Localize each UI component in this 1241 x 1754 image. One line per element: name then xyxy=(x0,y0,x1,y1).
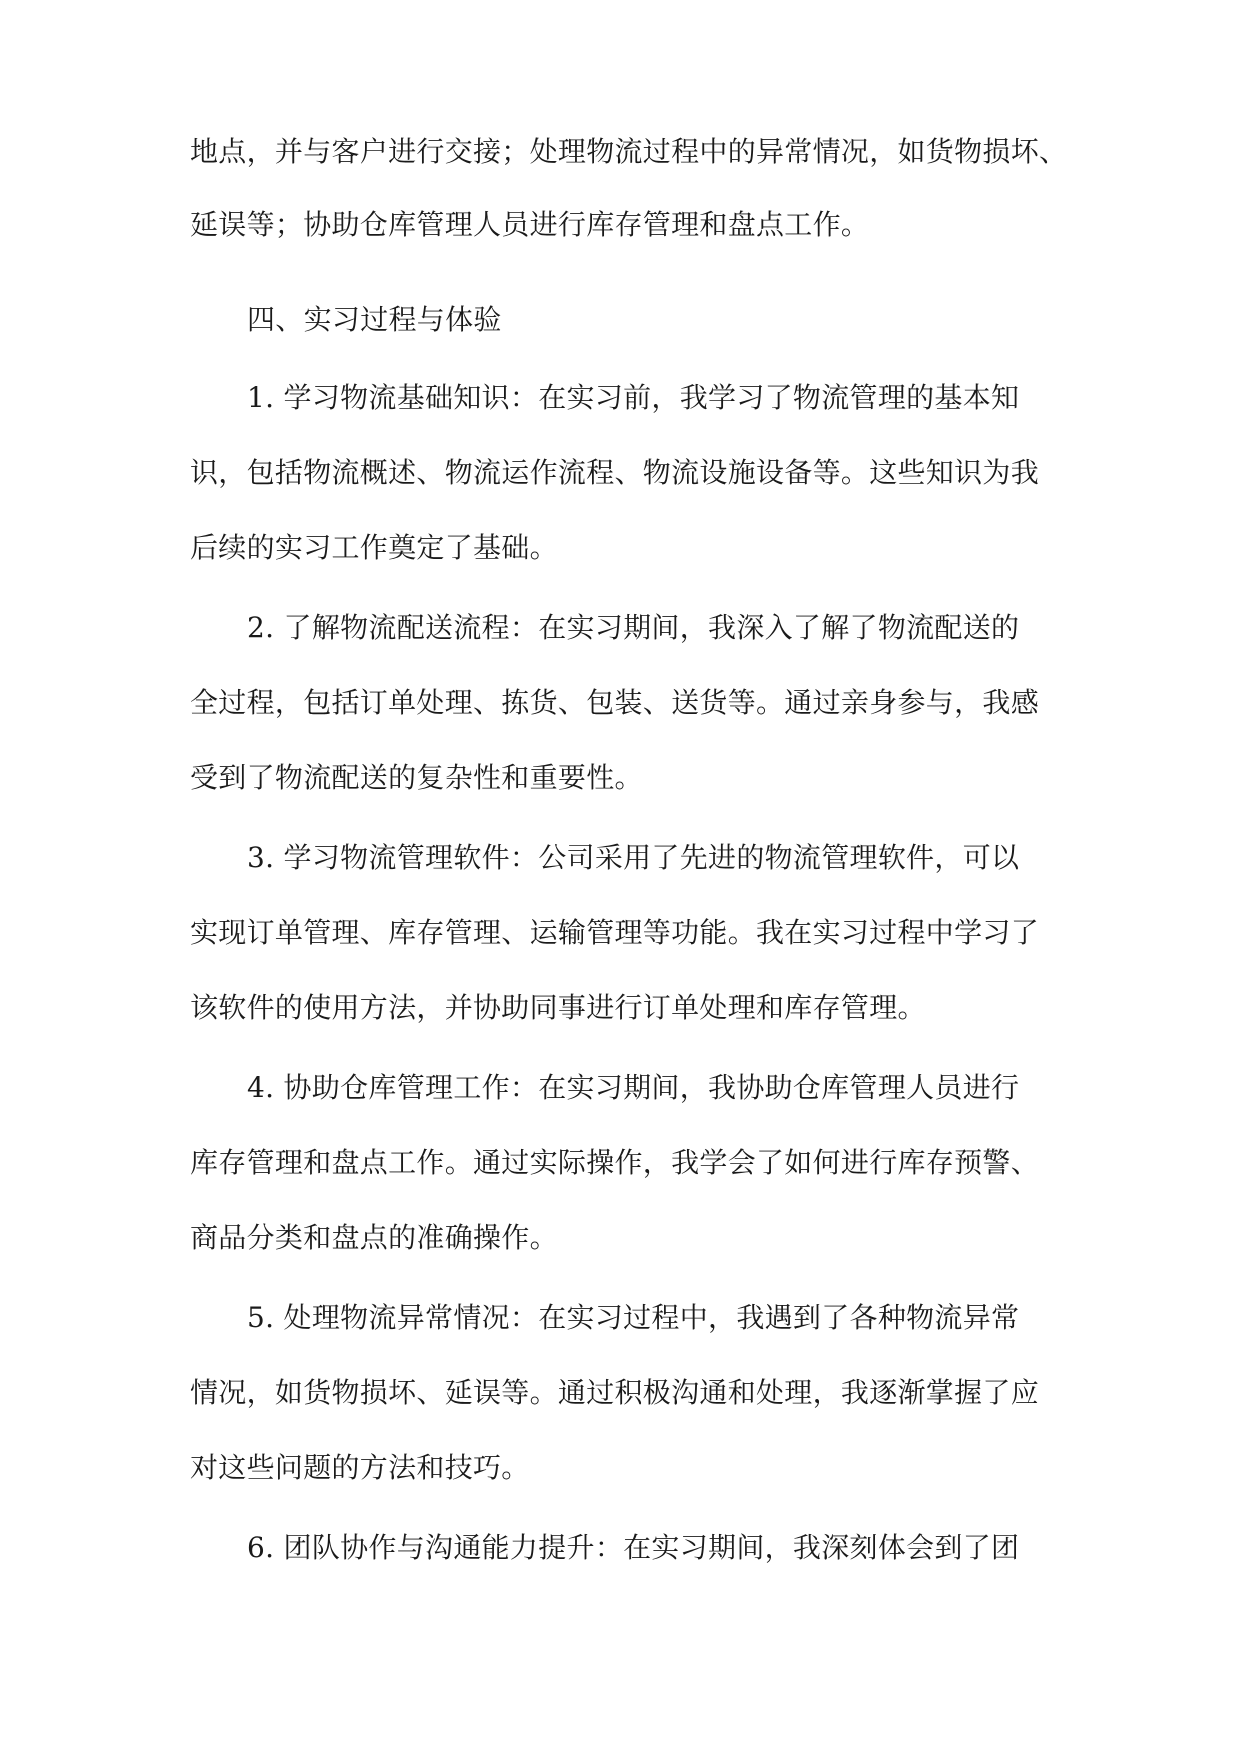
list-item-2-line: 受到了物流配送的复杂性和重要性。 xyxy=(190,761,643,794)
list-item-5-line: 情况，如货物损坏、延误等。通过积极沟通和处理，我逐渐掌握了应 xyxy=(190,1376,1040,1409)
list-item-3-line: 该软件的使用方法，并协助同事进行订单处理和库存管理。 xyxy=(190,991,926,1024)
section-heading: 四、实习过程与体验 xyxy=(247,303,502,336)
paragraph-line: 延误等；协助仓库管理人员进行库存管理和盘点工作。 xyxy=(190,208,870,241)
list-item-1-line: 识，包括物流概述、物流运作流程、物流设施设备等。这些知识为我 xyxy=(190,456,1040,489)
list-item-4-line: 4. 协助仓库管理工作：在实习期间，我协助仓库管理人员进行 xyxy=(247,1071,1020,1104)
list-item-1-line: 后续的实习工作奠定了基础。 xyxy=(190,531,558,564)
list-item-6-line: 6. 团队协作与沟通能力提升：在实习期间，我深刻体会到了团 xyxy=(247,1531,1020,1564)
list-item-2-line: 2. 了解物流配送流程：在实习期间，我深入了解了物流配送的 xyxy=(247,611,1020,644)
list-item-5-line: 5. 处理物流异常情况：在实习过程中，我遇到了各种物流异常 xyxy=(247,1301,1020,1334)
list-item-5-line: 对这些问题的方法和技巧。 xyxy=(190,1451,530,1484)
list-item-2-line: 全过程，包括订单处理、拣货、包装、送货等。通过亲身参与，我感 xyxy=(190,686,1040,719)
list-item-3-line: 3. 学习物流管理软件：公司采用了先进的物流管理软件，可以 xyxy=(247,841,1020,874)
list-item-4-line: 商品分类和盘点的准确操作。 xyxy=(190,1221,558,1254)
paragraph-line: 地点，并与客户进行交接；处理物流过程中的异常情况，如货物损坏、 xyxy=(190,135,1068,168)
list-item-3-line: 实现订单管理、库存管理、运输管理等功能。我在实习过程中学习了 xyxy=(190,916,1040,949)
list-item-4-line: 库存管理和盘点工作。通过实际操作，我学会了如何进行库存预警、 xyxy=(190,1146,1040,1179)
list-item-1-line: 1. 学习物流基础知识：在实习前，我学习了物流管理的基本知 xyxy=(247,381,1020,414)
